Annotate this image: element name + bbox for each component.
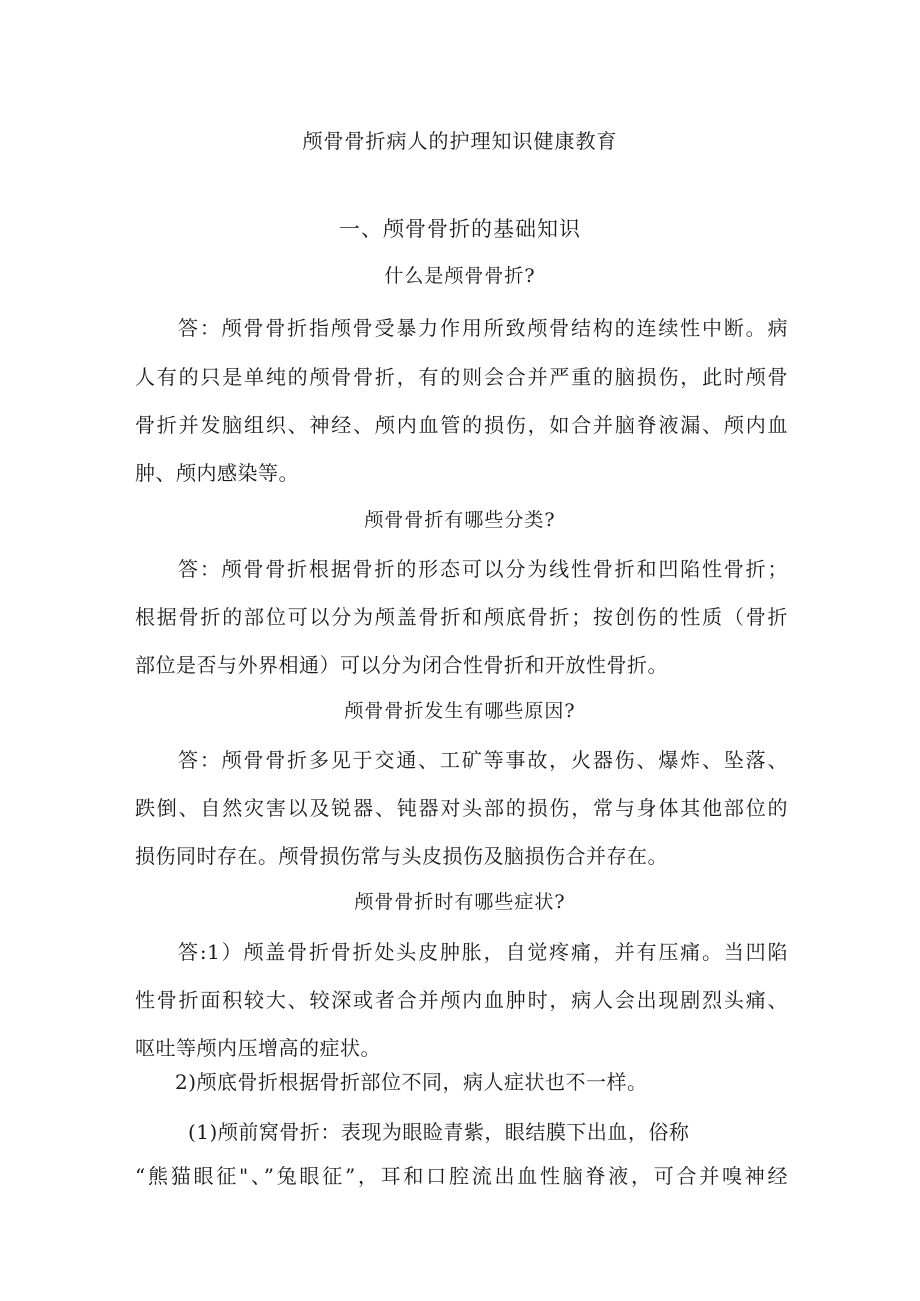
answer-3-line-1: 答：颅骨骨折多见于交通、工矿等事故，火器伤、爆炸、坠落、	[178, 748, 788, 772]
answer-2-line-3: 部位是否与外界相通）可以分为闭合性骨折和开放性骨折。	[135, 653, 668, 677]
answer-4-subitem-2-1-line-1: (1)颅前窝骨折：表现为眼睑青紫，眼结膜下出血，俗称	[188, 1120, 690, 1144]
answer-4-line-1: 答:1）颅盖骨折骨折处头皮肿胀，自觉疼痛，并有压痛。当凹陷	[178, 940, 788, 964]
answer-1-line-1: 答：颅骨骨折指颅骨受暴力作用所致颅骨结构的连续性中断。病	[178, 316, 788, 340]
answer-1-line-4: 肿、颅内感染等。	[135, 461, 299, 485]
question-2: 颅骨骨折有哪些分类?	[364, 509, 556, 531]
answer-3-line-2: 跌倒、自然灾害以及锐器、钝器对头部的损伤，常与身体其他部位的	[135, 796, 788, 820]
section-heading: 一、颅骨骨折的基础知识	[339, 217, 581, 241]
answer-3-line-3: 损伤同时存在。颅骨损伤常与头皮损伤及脑损伤合并存在。	[135, 844, 668, 868]
answer-4-line-3: 呕吐等颅内压增高的症状。	[135, 1036, 381, 1060]
answer-1-line-3: 骨折并发脑组织、神经、颅内血管的损伤，如合并脑脊液漏、颅内血	[135, 413, 788, 437]
answer-4-subitem-2: 2)颅底骨折根据骨折部位不同，病人症状也不一样。	[175, 1070, 648, 1094]
answer-1-line-2: 人有的只是单纯的颅骨骨折，有的则会合并严重的脑损伤，此时颅骨	[135, 365, 788, 389]
question-4: 颅骨骨折时有哪些症状?	[354, 891, 566, 913]
question-1: 什么是颅骨骨折?	[384, 265, 536, 287]
answer-4-line-2: 性骨折面积较大、较深或者合并颅内血肿时，病人会出现剧烈头痛、	[135, 988, 788, 1012]
answer-2-line-1: 答：颅骨骨折根据骨折的形态可以分为线性骨折和凹陷性骨折；	[178, 557, 788, 581]
answer-4-subitem-2-1-line-2: “熊猫眼征"、”兔眼征”，耳和口腔流出血性脑脊液，可合并嗅神经	[135, 1164, 788, 1188]
document-title: 颅骨骨折病人的护理知识健康教育	[302, 129, 618, 153]
answer-2-line-2: 根据骨折的部位可以分为颅盖骨折和颅底骨折；按创伤的性质（骨折	[135, 605, 788, 629]
question-3: 颅骨骨折发生有哪些原因?	[344, 700, 576, 722]
